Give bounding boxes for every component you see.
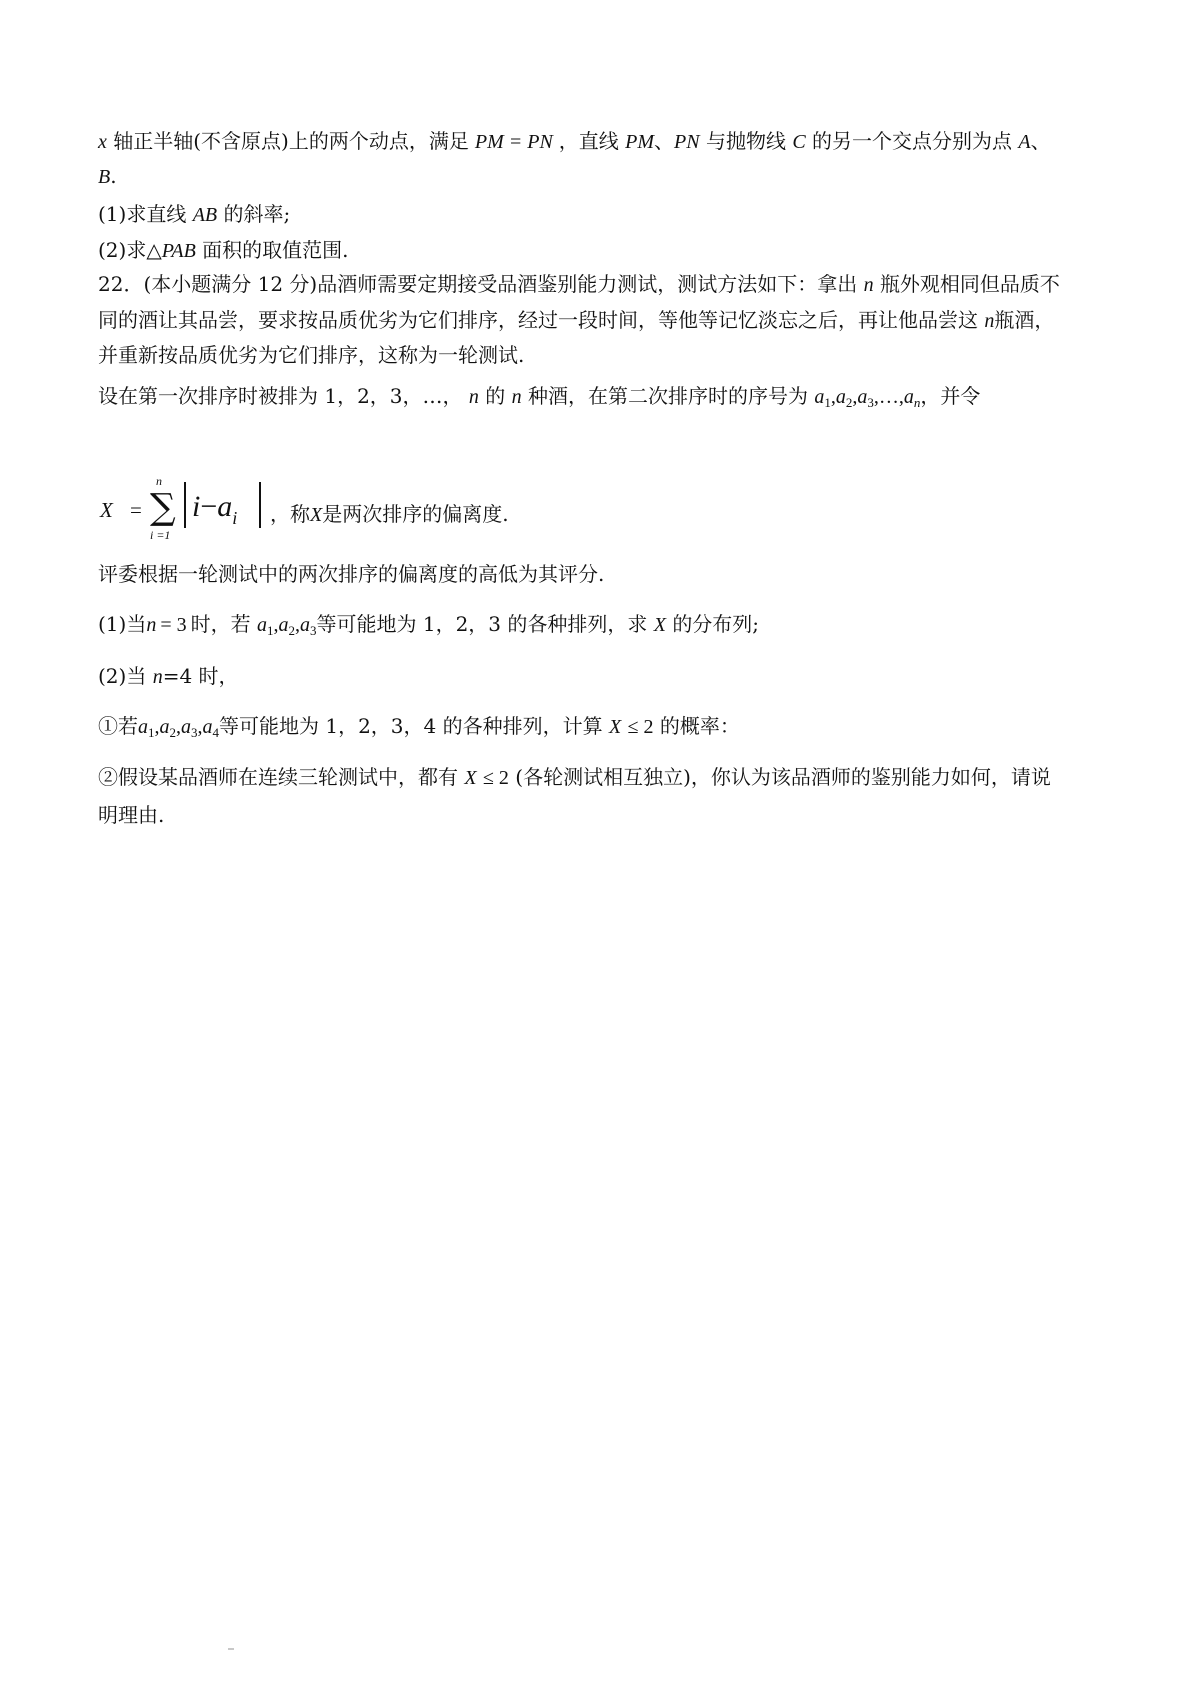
q21-line-2: B. bbox=[98, 164, 117, 188]
q22-line-3: 并重新按品质优劣为它们排序，这称为一轮测试. bbox=[98, 343, 525, 367]
q22-line-2: 同的酒让其品尝，要求按品质优劣为它们排序，经过一段时间，等他等记忆淡忘之后，再让他品尝这 n瓶酒， bbox=[98, 308, 1055, 332]
eq-pm-pn: PM = PN bbox=[474, 131, 553, 153]
q22-sub-2: (2)当 n=4 时， bbox=[98, 664, 239, 688]
q22-sub-2-2: ②假设某品酒师在连续三轮测试中，都有 X ≤ 2 (各轮测试相互独立)，你认为该品酒师的鉴别能力如何，请说 bbox=[98, 765, 1051, 789]
footer-mark bbox=[228, 1648, 234, 1650]
q22-sub-2-2-cont: 明理由. bbox=[98, 803, 165, 827]
q21-part-2: (2)求△PAB 面积的取值范围. bbox=[98, 238, 349, 262]
abs-bar-left bbox=[184, 482, 186, 528]
q22-sub-2-1: ①若$a_1,a_2,a_3,a_4$等可能地为 1，2，3，4 的各种排列，计算 X ≤ 2 的概率： bbox=[98, 714, 740, 740]
q21-line-1: x 轴正半轴(不含原点)上的两个动点，满足 PM = PN ，直线 PM、PN 与抛物线 C 的另一个交点分别为点 A、 bbox=[98, 129, 1051, 153]
var-x: x bbox=[98, 131, 107, 153]
q22-line-4: 设在第一次排序时被排为 1，2，3，…， n 的 n 种酒，在第二次排序时的序号为 $a_1,a_2,a_3,\dots,a_n$，并令 bbox=[98, 384, 981, 410]
abs-bar-right bbox=[259, 482, 261, 528]
q22-line-6: 评委根据一轮测试中的两次排序的偏离度的高低为其评分. bbox=[98, 562, 605, 586]
sum-symbol: ∑ bbox=[150, 487, 176, 528]
deviation-formula: X = n ∑ i =1 $i-a_i$ ，称X是两次排序的偏离度. bbox=[100, 474, 509, 542]
q22-line-1: 22．(本小题满分 12 分)品酒师需要定期接受品酒鉴别能力测试，测试方法如下：拿出 n 瓶外观相同但品质不 bbox=[98, 272, 1060, 296]
q22-sub-1: (1)当n = 3 时，若 $a_1,a_2,a_3$等可能地为 1，2，3 的各种排列，求 X 的分布列; bbox=[98, 612, 760, 638]
sequence-a1-an: $a_1,a_2,a_3,\dots,a_n$ bbox=[814, 386, 921, 410]
q21-part-1: (1)求直线 AB 的斜率; bbox=[98, 202, 291, 226]
